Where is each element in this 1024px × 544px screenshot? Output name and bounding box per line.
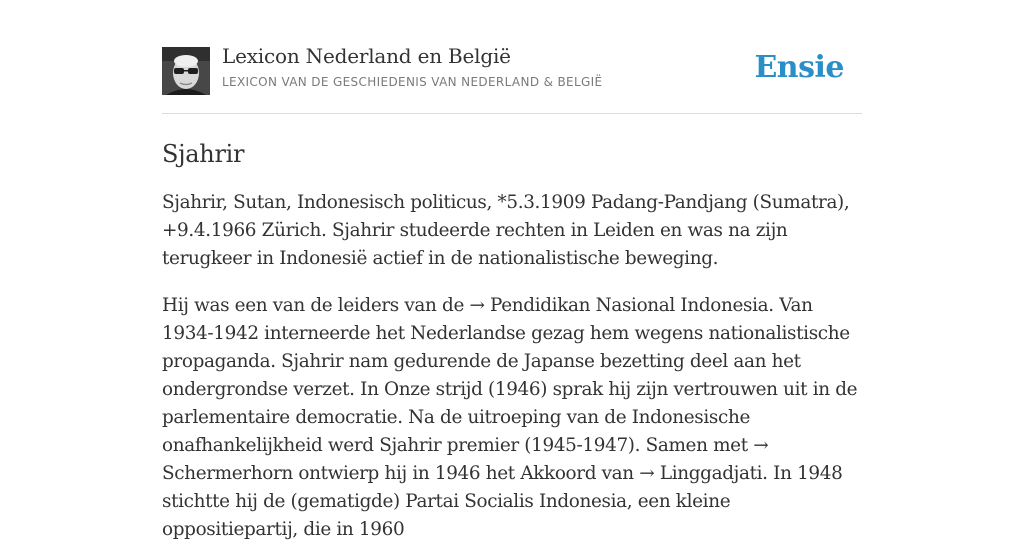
paragraph-2-text-2: . Van 1934-1942 interneerde het Nederlandse gezag hem wegens nationalistische propaganda. Sjahrir nam gedurende de Japanse bezetting deel aan het ondergrondse verzet. In Onze strijd (1946) sprak hij zijn vertrouwen uit in de parlementaire democratie. Na de uitroeping van de Indonesische onafhankelijkheid werd Sjahrir premier (1945-1947). Samen met: [162, 295, 858, 456]
paragraph-2-text-1: Hij was een van de leiders van de: [162, 295, 470, 316]
portrait-icon: [162, 47, 210, 95]
link-pendidikan-nasional-indonesia[interactable]: → Pendidikan Nasional Indonesia: [469, 295, 769, 316]
site-subtitle: LEXICON VAN DE GESCHIEDENIS VAN NEDERLAND & BELGIË: [222, 75, 603, 89]
paragraph-2: [162, 292, 862, 544]
paragraph-1: Sjahrir, Sutan, Indonesisch politicus, *5.3.1909 Padang-Pandjang (Sumatra), +9.4.1966 Zürich. Sjahrir studeerde rechten in Leiden en was na zijn terugkeer in Indonesië actief in de nationalistische beweging.: [162, 192, 850, 269]
link-linggadjati[interactable]: → Linggadjati: [639, 463, 763, 484]
site-header: [162, 0, 862, 114]
brand-logo-link[interactable]: Ensie: [754, 50, 844, 85]
article-title: Sjahrir: [162, 140, 245, 168]
content-container: [162, 0, 862, 544]
link-schermerhorn[interactable]: → Schermerhorn: [162, 435, 769, 484]
paragraph-2-text-4: . In 1948 stichtte hij de (gematigde) Partai Socialis Indonesia, een kleine oppositiepartij, die in 1960: [162, 463, 843, 540]
site-title[interactable]: Lexicon Nederland en België: [222, 44, 511, 68]
author-avatar[interactable]: [162, 47, 210, 95]
article-body: [162, 189, 862, 544]
paragraph-2-text-3: ontwierp hij in 1946 het Akkoord van: [292, 463, 640, 484]
